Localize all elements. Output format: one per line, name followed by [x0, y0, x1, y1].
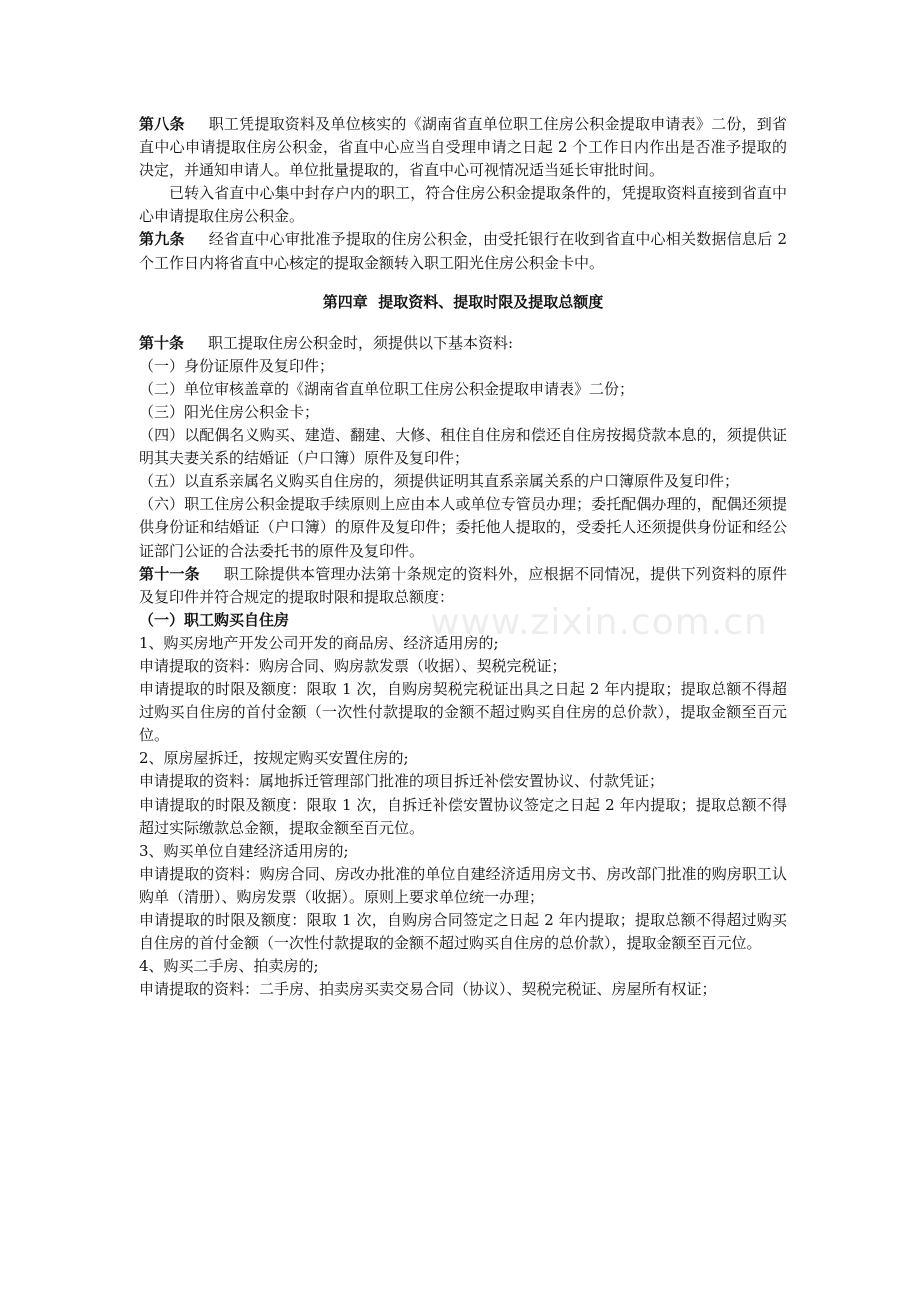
section-line: 申请提取的资料：购房合同、房改办批准的单位自建经济适用房文书、房改部门批准的购房职工认购单（清册）、购房发票（收据）。原则上要求单位统一办理；: [139, 864, 787, 906]
watermark: www.zixin.com.cn: [430, 602, 768, 643]
article-10-label: 第十条: [139, 333, 185, 352]
section-line: 申请提取的资料：购房合同、购房款发票（收据）、契税完税证；: [139, 656, 567, 675]
section-line: 3、购买单位自建经济适用房的;: [139, 841, 349, 860]
article-8-text: 职工凭提取资料及单位核实的《湖南省直单位职工住房公积金提取申请表》二份，到省直中心申请提取住房公积金，省直中心应当自受理申请之日起 2 个工作日内作出是否准予提取的决定，并通知申请人。单位批量提取的，省直中心可视情况适当延长审批时间。: [139, 115, 787, 180]
section-line: 2、原房屋拆迁，按规定购买安置住房的;: [139, 749, 409, 768]
article-10-item-5: （五）以直系亲属名义购买自住房的，须提供证明其直系亲属关系的户口簿原件及复印件；: [139, 472, 740, 491]
article-10-text: 职工提取住房公积金时，须提供以下基本资料:: [208, 333, 514, 352]
article-9-text: 经省直中心审批准予提取的住房公积金，由受托银行在收到省直中心相关数据信息后 2 个工作日内将省直中心核定的提取金额转入职工阳光住房公积金卡中。: [139, 230, 787, 272]
section-line: 1、购买房地产开发公司开发的商品房、经济适用房的;: [139, 633, 499, 652]
article-11-label: 第十一条: [139, 564, 200, 583]
article-8-paragraph-2: 已转入省直中心集中封存户内的职工，符合住房公积金提取条件的，凭提取资料直接到省直中心申请提取住房公积金。: [139, 184, 787, 226]
article-10-paragraph: [139, 332, 787, 355]
article-9-paragraph: [139, 228, 787, 274]
article-11-text: 职工除提供本管理办法第十条规定的资料外，应根据不同情况，提供下列资料的原件及复印件并符合规定的提取时限和提取总额度：: [139, 564, 787, 606]
document-page: [139, 113, 787, 1001]
article-10-item-3: （三）阳光住房公积金卡；: [139, 402, 320, 421]
article-10-item-6: （六）职工住房公积金提取手续原则上应由本人或单位专管员办理；委托配偶办理的，配偶还须提供身份证和结婚证（户口簿）的原件及复印件；委托他人提取的，受委托人还须提供身份证和经公证部门公证的合法委托书的原件及复印件。: [139, 495, 787, 560]
article-11-paragraph: [139, 563, 787, 609]
section-line: 申请提取的资料：二手房、拍卖房买卖交易合同（协议）、契税完税证、房屋所有权证；: [139, 980, 717, 999]
section-line: 申请提取的时限及额度：限取 1 次，自购房契税完税证出具之日起 2 年内提取；提取总额不得超过购买自住房的首付金额（一次性付款提取的金额不超过购买自住房的总价款），提取金额至百元位。: [139, 680, 787, 745]
section-line: 4、购买二手房、拍卖房的;: [139, 957, 319, 976]
article-10-item-2: （二）单位审核盖章的《湖南省直单位职工住房公积金提取申请表》二份；: [139, 379, 635, 398]
article-10-item-4: （四）以配偶名义购买、建造、翻建、大修、租住自住房和偿还自住房按揭贷款本息的，须提供证明其夫妻关系的结婚证（户口簿）原件及复印件；: [139, 426, 787, 468]
article-10-item-1: （一）身份证原件及复印件；: [139, 356, 335, 375]
article-8-paragraph: [139, 113, 787, 182]
section-line: 申请提取的时限及额度：限取 1 次，自拆迁补偿安置协议签定之日起 2 年内提取；提取总额不得超过实际缴款总金额，提取金额至百元位。: [139, 795, 787, 837]
chapter-4-heading: 第四章 提取资料、提取时限及提取总额度: [322, 292, 604, 311]
section-line: 申请提取的时限及额度：限取 1 次，自购房合同签定之日起 2 年内提取；提取总额不得超过购买自住房的首付金额（一次性付款提取的金额不超过购买自住房的总价款），提取金额至百元位。: [139, 911, 787, 953]
section-line: 申请提取的资料：属地拆迁管理部门批准的项目拆迁补偿安置协议、付款凭证；: [139, 772, 665, 791]
section-1-heading: （一）职工购买自住房: [139, 610, 290, 629]
article-8-label: 第八条: [139, 115, 185, 133]
article-9-label: 第九条: [139, 230, 185, 249]
